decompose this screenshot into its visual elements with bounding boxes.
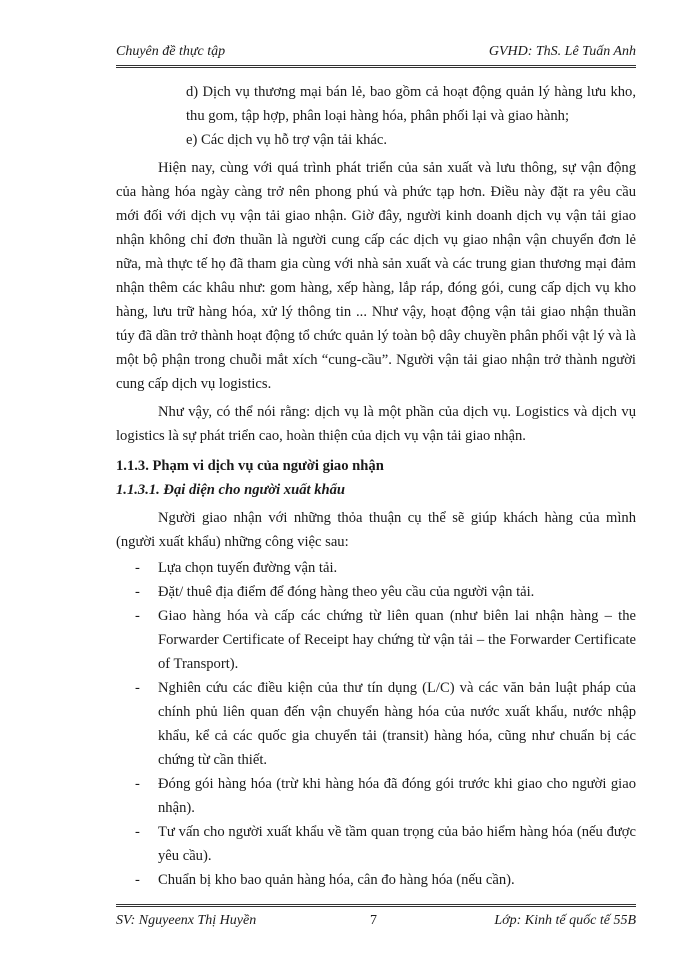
page-footer [116,904,636,929]
list-item-text: Nghiên cứu các điều kiện của thư tín dụng (L/C) và các văn bản luật pháp của chính phủ liên quan đến vận chuyển hàng hóa của nước xuất khẩu, nước nhập khẩu, kể cả các quốc gia chuyển tải (transit) hàng hóa, cũng như chuẩn bị các chứng từ cần thiết. [158,680,636,768]
list-item [116,868,636,892]
list-item [116,820,636,868]
dash-bullet: - [135,824,140,840]
section-heading: 1.1.3. Phạm vi dịch vụ của người giao nhận [116,458,384,474]
list-item [116,604,636,676]
footer-student: SV: Nguyeenx Thị Huyền [116,913,257,928]
dash-bullet: - [135,872,140,888]
list-item [116,676,636,772]
dash-bullet: - [135,608,140,624]
page-header [116,41,636,68]
header-supervisor: GVHD: ThS. Lê Tuấn Anh [488,44,636,59]
list-item: e) Các dịch vụ hỗ trợ vận tải khác. [186,132,388,148]
list-item-text: Đặt/ thuê địa điểm để đóng hàng theo yêu cầu của người vận tải. [158,584,535,600]
footer-class: Lớp: Kinh tế quốc tế 55B [494,913,636,928]
list-item: d) Dịch vụ thương mại bán lẻ, bao gồm cả hoạt động quản lý hàng lưu kho, thu gom, tập hợp, phân loại hàng hóa, phân phối lại và giao hành; [186,84,636,124]
service-list [186,80,636,152]
list-item-text: Lựa chọn tuyến đường vận tải. [158,560,338,576]
dash-bullet: - [135,680,140,696]
list-item-text: Đóng gói hàng hóa (trừ khi hàng hóa đã đóng gói trước khi giao cho người giao nhận). [158,776,636,816]
exporter-task-list [116,556,636,892]
dash-bullet: - [135,776,140,792]
list-item-text: Giao hàng hóa và cấp các chứng từ liên quan (như biên lai nhận hàng – the Forwarder Certificate of Receipt hay chứng từ vận tải – the Forwarder Certificate of Transport). [158,608,636,672]
list-item [116,772,636,820]
list-item-text: Chuẩn bị kho bao quản hàng hóa, cân đo hàng hóa (nếu cần). [158,872,515,888]
list-item-text: Tư vấn cho người xuất khẩu về tầm quan trọng của bảo hiểm hàng hóa (nếu được yêu cầu). [158,824,636,864]
list-item [116,556,636,580]
dash-bullet: - [135,584,140,600]
subsection-heading: 1.1.3.1. Đại diện cho người xuất khẩu [116,482,346,498]
paragraph: Hiện nay, cùng với quá trình phát triển của sản xuất và lưu thông, sự vận động của hàng hóa ngày càng trở nên phong phú và phức tạp hơn. Điều này đặt ra yêu cầu mới đối với dịch vụ vận tải giao nhận. Giờ đây, người kinh doanh dịch vụ vận tải giao nhận không chỉ đơn thuần là người cung cấp các dịch vụ giao nhận vận chuyển đơn lẻ nữa, mà thực tế họ đã tham gia cùng với nhà sản xuất và các trung gian thương mại đảm nhận thêm các khâu như: gom hàng, xếp hàng, lắp ráp, đóng gói, cung cấp dịch vụ kho hàng, lưu trữ hàng hóa, xử lý thông tin ... Như vậy, hoạt động vận tải giao nhận thuần túy đã dần trở thành hoạt động tổ chức quản lý toàn bộ dây chuyền phân phối vật lý và là một bộ phận trong chuỗi mắt xích “cung-cầu”. Người vận tải giao nhận trở thành người cung cấp dịch vụ logistics. [116,160,636,392]
paragraph: Như vậy, có thể nói rằng: dịch vụ là một phần của dịch vụ. Logistics và dịch vụ logistics là sự phát triển cao, hoàn thiện của dịch vụ vận tải giao nhận. [116,404,636,444]
header-course-title: Chuyên đề thực tập [116,44,226,59]
dash-bullet: - [135,560,140,576]
intro-paragraph: Người giao nhận với những thỏa thuận cụ thể sẽ giúp khách hàng của mình (người xuất khẩu) những công việc sau: [116,510,636,550]
page-body [116,80,636,892]
page-number: 7 [370,913,377,928]
list-item [116,580,636,604]
